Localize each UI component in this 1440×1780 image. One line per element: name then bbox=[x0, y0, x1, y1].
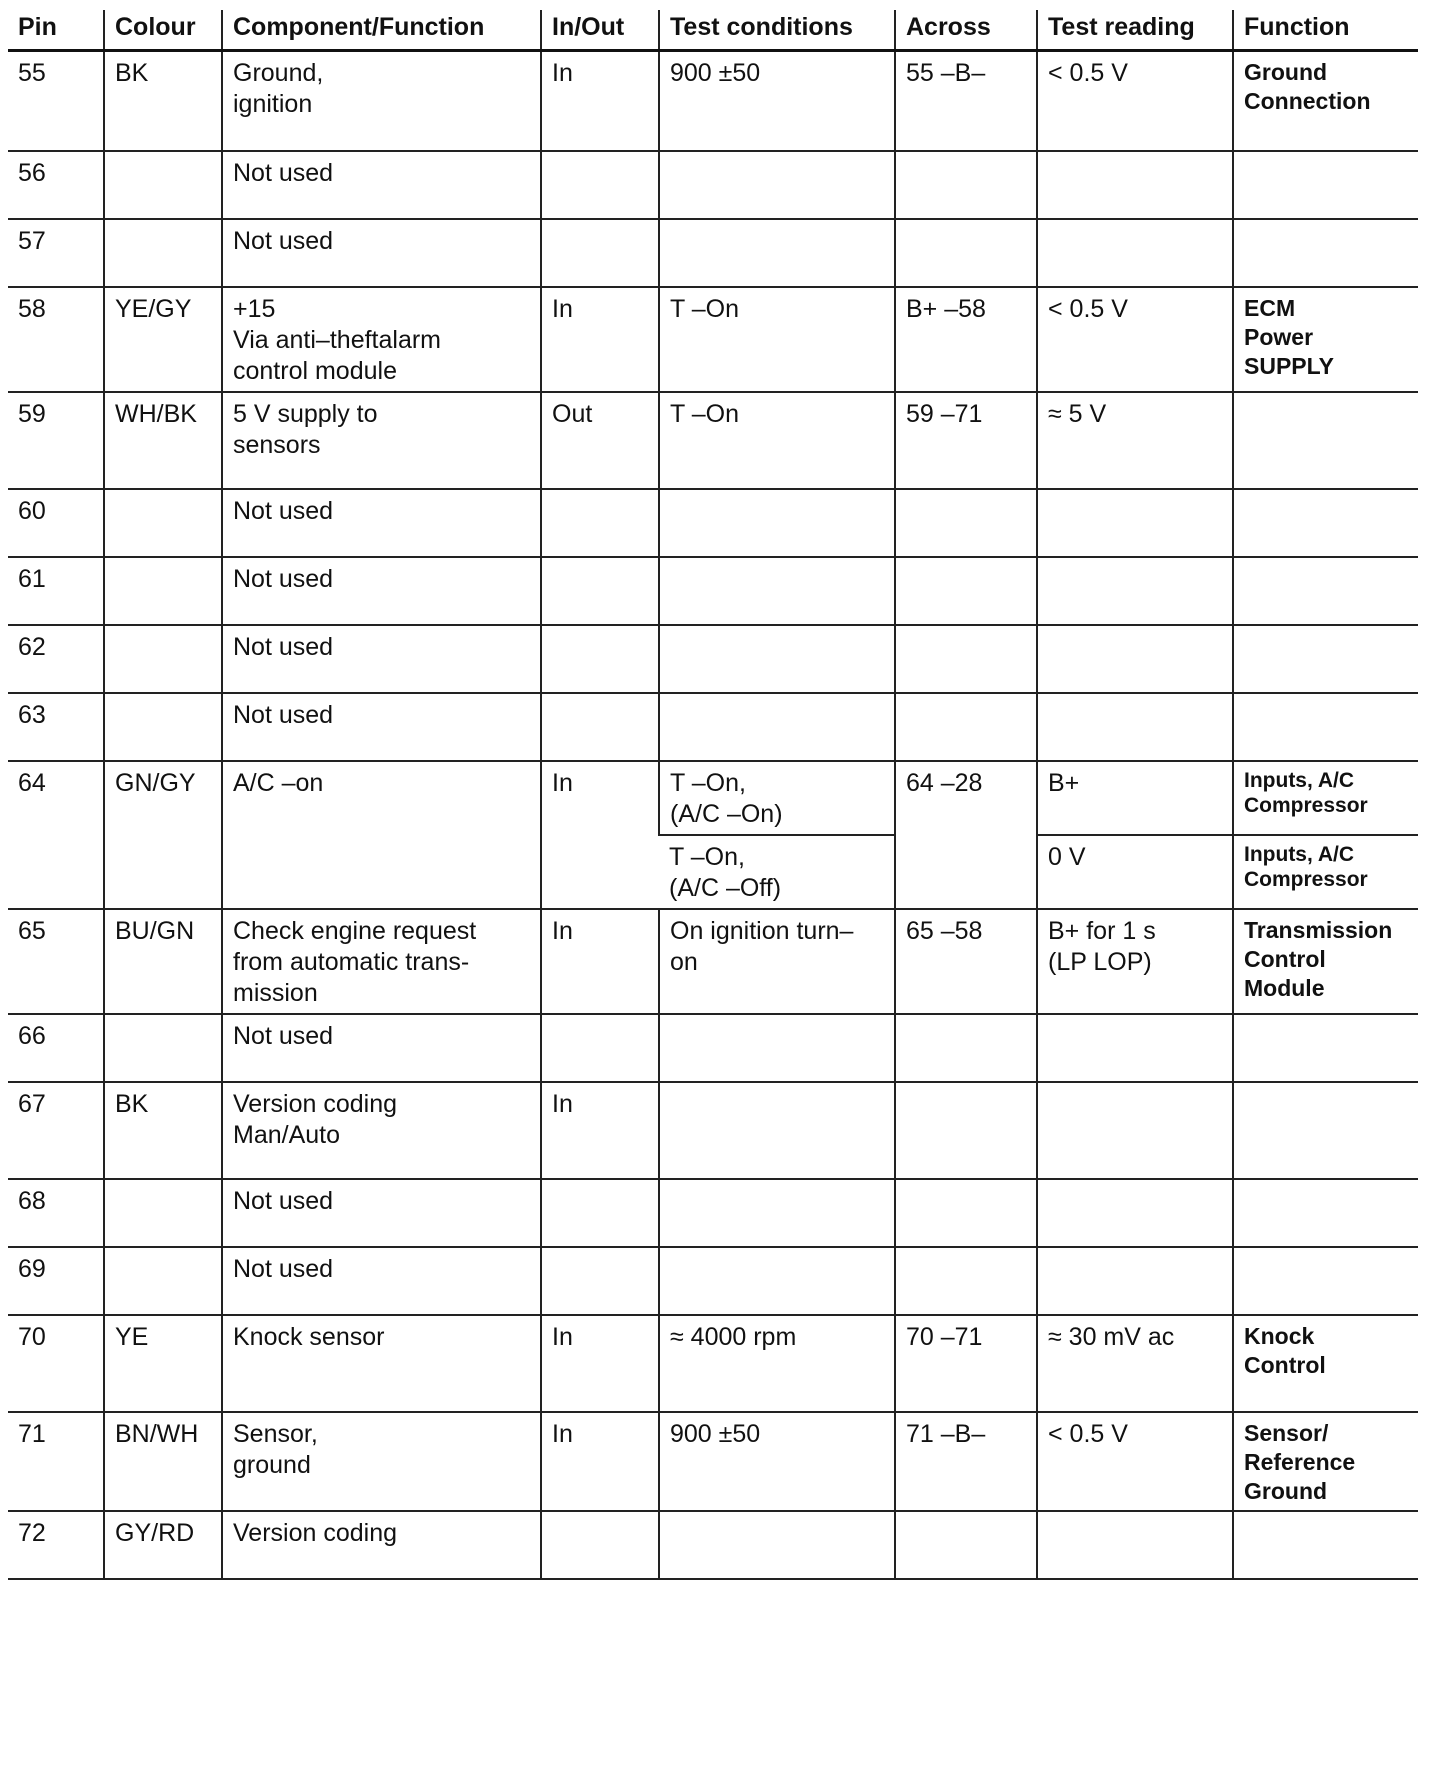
cell-test-conditions bbox=[659, 1082, 895, 1179]
header-component: Component/Function bbox=[222, 10, 541, 51]
cell-across bbox=[895, 1014, 1037, 1082]
cell-test-conditions bbox=[659, 1179, 895, 1247]
header-colour: Colour bbox=[104, 10, 222, 51]
cell-pin: 67 bbox=[8, 1082, 104, 1179]
cell-across bbox=[895, 693, 1037, 761]
cell-function: Inputs, A/C Compressor bbox=[1233, 835, 1418, 909]
cell-test-reading bbox=[1037, 219, 1233, 287]
cell-test-reading bbox=[1037, 1179, 1233, 1247]
cell-colour: GN/GY bbox=[104, 761, 222, 909]
cell-across bbox=[895, 625, 1037, 693]
cell-function: ECM Power SUPPLY bbox=[1233, 287, 1418, 392]
cell-pin: 63 bbox=[8, 693, 104, 761]
cell-colour bbox=[104, 1247, 222, 1315]
cell-test-conditions bbox=[659, 219, 895, 287]
cell-test-conditions bbox=[659, 151, 895, 219]
cell-test-reading bbox=[1037, 489, 1233, 557]
cell-colour bbox=[104, 1179, 222, 1247]
cell-function: Sensor/ Reference Ground bbox=[1233, 1412, 1418, 1511]
cell-pin: 68 bbox=[8, 1179, 104, 1247]
cell-inout: Out bbox=[541, 392, 659, 489]
cell-function bbox=[1233, 557, 1418, 625]
cell-test-reading bbox=[1037, 1082, 1233, 1179]
cell-across: 59 –71 bbox=[895, 392, 1037, 489]
cell-function bbox=[1233, 1179, 1418, 1247]
cell-test-conditions: T –On bbox=[659, 287, 895, 392]
cell-pin: 58 bbox=[8, 287, 104, 392]
table-row bbox=[8, 1082, 1418, 1179]
cell-colour bbox=[104, 219, 222, 287]
table-row bbox=[8, 1179, 1418, 1247]
cell-colour bbox=[104, 625, 222, 693]
cell-test-reading: 0 V bbox=[1037, 835, 1233, 909]
cell-test-reading bbox=[1037, 1247, 1233, 1315]
cell-test-conditions: T –On, (A/C –On) bbox=[659, 761, 895, 835]
table-row bbox=[8, 51, 1418, 151]
cell-component: Ground, ignition bbox=[222, 51, 541, 151]
cell-across bbox=[895, 1247, 1037, 1315]
cell-across bbox=[895, 219, 1037, 287]
cell-pin: 62 bbox=[8, 625, 104, 693]
cell-pin: 64 bbox=[8, 761, 104, 909]
cell-inout: In bbox=[541, 1412, 659, 1511]
cell-function bbox=[1233, 1511, 1418, 1579]
cell-test-conditions: On ignition turn– on bbox=[659, 909, 895, 1014]
cell-across: 71 –B– bbox=[895, 1412, 1037, 1511]
cell-test-conditions bbox=[659, 1014, 895, 1082]
cell-pin: 56 bbox=[8, 151, 104, 219]
cell-inout bbox=[541, 151, 659, 219]
cell-function bbox=[1233, 1014, 1418, 1082]
cell-function: Transmission Control Module bbox=[1233, 909, 1418, 1014]
cell-test-conditions bbox=[659, 1511, 895, 1579]
cell-test-reading: ≈ 30 mV ac bbox=[1037, 1315, 1233, 1412]
cell-test-conditions bbox=[659, 693, 895, 761]
cell-test-reading: B+ for 1 s (LP LOP) bbox=[1037, 909, 1233, 1014]
cell-pin: 55 bbox=[8, 51, 104, 151]
cell-test-reading bbox=[1037, 625, 1233, 693]
pin-table-body bbox=[8, 51, 1418, 1579]
cell-test-reading bbox=[1037, 151, 1233, 219]
cell-colour bbox=[104, 151, 222, 219]
cell-component: Check engine request from automatic trans- mission bbox=[222, 909, 541, 1014]
cell-pin: 71 bbox=[8, 1412, 104, 1511]
cell-test-reading bbox=[1037, 1511, 1233, 1579]
cell-inout: In bbox=[541, 287, 659, 392]
header-test-reading: Test reading bbox=[1037, 10, 1233, 51]
cell-pin: 59 bbox=[8, 392, 104, 489]
table-row bbox=[8, 557, 1418, 625]
cell-colour: BN/WH bbox=[104, 1412, 222, 1511]
cell-colour bbox=[104, 693, 222, 761]
cell-across bbox=[895, 1511, 1037, 1579]
header-inout: In/Out bbox=[541, 10, 659, 51]
cell-pin: 61 bbox=[8, 557, 104, 625]
cell-test-conditions bbox=[659, 1247, 895, 1315]
cell-pin: 72 bbox=[8, 1511, 104, 1579]
cell-test-conditions: 900 ±50 bbox=[659, 51, 895, 151]
cell-across: 55 –B– bbox=[895, 51, 1037, 151]
cell-component: Not used bbox=[222, 693, 541, 761]
cell-colour bbox=[104, 489, 222, 557]
cell-inout: In bbox=[541, 51, 659, 151]
cell-component: Not used bbox=[222, 1014, 541, 1082]
table-row bbox=[8, 1412, 1418, 1511]
cell-colour: BU/GN bbox=[104, 909, 222, 1014]
table-row bbox=[8, 1511, 1418, 1579]
cell-pin: 65 bbox=[8, 909, 104, 1014]
cell-component: Not used bbox=[222, 557, 541, 625]
cell-inout bbox=[541, 693, 659, 761]
cell-component: +15 Via anti–theftalarm control module bbox=[222, 287, 541, 392]
table-row bbox=[8, 392, 1418, 489]
cell-component: Not used bbox=[222, 151, 541, 219]
table-row bbox=[8, 761, 1418, 835]
table-row bbox=[8, 909, 1418, 1014]
cell-component: Not used bbox=[222, 489, 541, 557]
cell-inout bbox=[541, 557, 659, 625]
cell-test-reading: < 0.5 V bbox=[1037, 287, 1233, 392]
cell-function: Ground Connection bbox=[1233, 51, 1418, 151]
cell-across: B+ –58 bbox=[895, 287, 1037, 392]
pin-table bbox=[8, 10, 1418, 1580]
table-row bbox=[8, 1014, 1418, 1082]
cell-inout bbox=[541, 1511, 659, 1579]
cell-test-conditions bbox=[659, 489, 895, 557]
cell-inout bbox=[541, 219, 659, 287]
table-row bbox=[8, 1247, 1418, 1315]
table-row bbox=[8, 151, 1418, 219]
cell-colour: GY/RD bbox=[104, 1511, 222, 1579]
cell-component: Not used bbox=[222, 1247, 541, 1315]
cell-inout bbox=[541, 489, 659, 557]
cell-test-conditions: 900 ±50 bbox=[659, 1412, 895, 1511]
cell-across bbox=[895, 151, 1037, 219]
cell-test-conditions bbox=[659, 557, 895, 625]
cell-function bbox=[1233, 219, 1418, 287]
cell-function bbox=[1233, 1082, 1418, 1179]
cell-function bbox=[1233, 625, 1418, 693]
cell-pin: 57 bbox=[8, 219, 104, 287]
cell-inout: In bbox=[541, 1082, 659, 1179]
header-row bbox=[8, 10, 1418, 51]
cell-test-reading bbox=[1037, 1014, 1233, 1082]
table-row bbox=[8, 219, 1418, 287]
cell-function bbox=[1233, 489, 1418, 557]
cell-function bbox=[1233, 1247, 1418, 1315]
cell-across bbox=[895, 489, 1037, 557]
cell-across bbox=[895, 557, 1037, 625]
cell-component: 5 V supply to sensors bbox=[222, 392, 541, 489]
cell-function: Inputs, A/C Compressor bbox=[1233, 761, 1418, 835]
cell-inout: In bbox=[541, 1315, 659, 1412]
cell-component: Not used bbox=[222, 1179, 541, 1247]
cell-component: Version coding bbox=[222, 1511, 541, 1579]
cell-colour bbox=[104, 1014, 222, 1082]
cell-colour bbox=[104, 557, 222, 625]
cell-test-conditions bbox=[659, 625, 895, 693]
cell-function: Knock Control bbox=[1233, 1315, 1418, 1412]
cell-function bbox=[1233, 392, 1418, 489]
cell-colour: YE bbox=[104, 1315, 222, 1412]
table-row bbox=[8, 1315, 1418, 1412]
cell-test-conditions: T –On bbox=[659, 392, 895, 489]
table-row bbox=[8, 489, 1418, 557]
cell-pin: 70 bbox=[8, 1315, 104, 1412]
header-test-conditions: Test conditions bbox=[659, 10, 895, 51]
cell-pin: 66 bbox=[8, 1014, 104, 1082]
cell-colour: BK bbox=[104, 51, 222, 151]
cell-colour: YE/GY bbox=[104, 287, 222, 392]
cell-component: Version coding Man/Auto bbox=[222, 1082, 541, 1179]
table-row bbox=[8, 625, 1418, 693]
header-pin: Pin bbox=[8, 10, 104, 51]
cell-test-reading: < 0.5 V bbox=[1037, 1412, 1233, 1511]
table-row bbox=[8, 287, 1418, 392]
cell-inout bbox=[541, 625, 659, 693]
cell-inout bbox=[541, 1247, 659, 1315]
cell-across: 70 –71 bbox=[895, 1315, 1037, 1412]
cell-component: A/C –on bbox=[222, 761, 541, 909]
cell-inout bbox=[541, 1179, 659, 1247]
cell-across: 64 –28 bbox=[895, 761, 1037, 909]
cell-function bbox=[1233, 151, 1418, 219]
cell-test-conditions: ≈ 4000 rpm bbox=[659, 1315, 895, 1412]
cell-across: 65 –58 bbox=[895, 909, 1037, 1014]
cell-function bbox=[1233, 693, 1418, 761]
cell-inout: In bbox=[541, 909, 659, 1014]
cell-colour: BK bbox=[104, 1082, 222, 1179]
header-function: Function bbox=[1233, 10, 1418, 51]
cell-test-reading: < 0.5 V bbox=[1037, 51, 1233, 151]
cell-inout bbox=[541, 1014, 659, 1082]
cell-inout: In bbox=[541, 761, 659, 909]
cell-test-reading: ≈ 5 V bbox=[1037, 392, 1233, 489]
cell-across bbox=[895, 1082, 1037, 1179]
cell-test-reading: B+ bbox=[1037, 761, 1233, 835]
cell-across bbox=[895, 1179, 1037, 1247]
cell-component: Knock sensor bbox=[222, 1315, 541, 1412]
cell-component: Not used bbox=[222, 219, 541, 287]
header-across: Across bbox=[895, 10, 1037, 51]
cell-test-conditions: T –On, (A/C –Off) bbox=[659, 835, 895, 909]
cell-test-reading bbox=[1037, 693, 1233, 761]
cell-pin: 60 bbox=[8, 489, 104, 557]
cell-colour: WH/BK bbox=[104, 392, 222, 489]
table-row bbox=[8, 693, 1418, 761]
cell-component: Sensor, ground bbox=[222, 1412, 541, 1511]
cell-test-reading bbox=[1037, 557, 1233, 625]
cell-pin: 69 bbox=[8, 1247, 104, 1315]
cell-component: Not used bbox=[222, 625, 541, 693]
